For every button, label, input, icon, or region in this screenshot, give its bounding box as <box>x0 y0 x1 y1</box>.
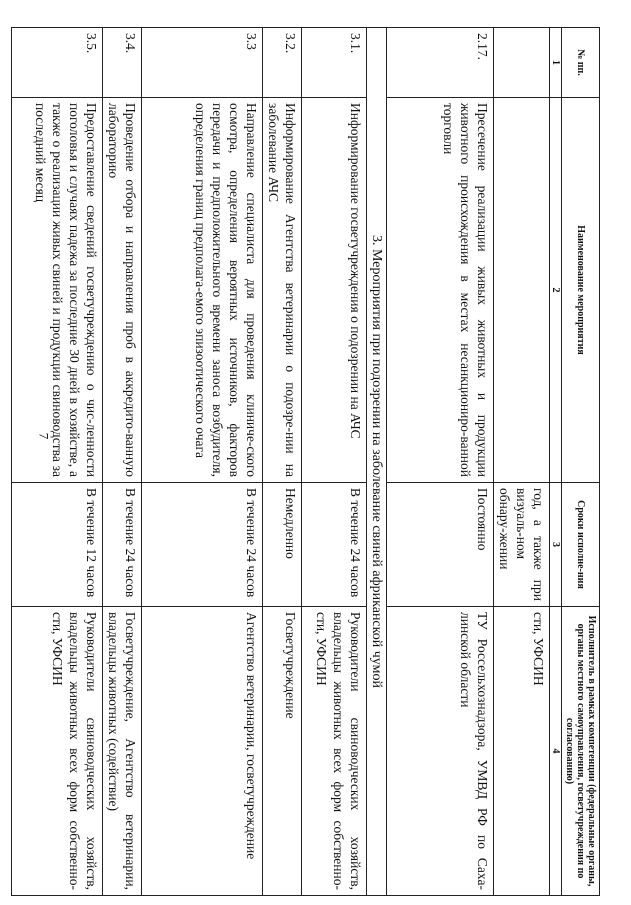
table-row <box>103 28 142 896</box>
table-row <box>302 28 367 896</box>
deadline: В течение 24 часов <box>103 483 142 607</box>
executor: Госветучреждение, Агентство ветеринарии, владельцы животных (содействие) <box>103 607 142 896</box>
table-row <box>142 28 263 896</box>
deadline: В течение 24 часов <box>302 483 367 607</box>
row-number: 2.17. <box>387 28 494 98</box>
table-row <box>263 28 302 896</box>
table-row <box>12 28 103 896</box>
row-number: 3.3 <box>142 28 263 98</box>
column-number: 3 <box>550 483 562 607</box>
row-number: 3.4. <box>103 28 142 98</box>
executor: Руководители свиноводческих хозяйств, владельцы животных всех форм собственно-сти, УФСИН <box>12 607 103 896</box>
executor: Руководители свиноводческих хозяйств, владельцы животных всех форм собственно-сти, УФСИН <box>302 607 367 896</box>
executor: ТУ Россельхознадзора, УМВД РФ по Саха-линской области <box>387 607 494 896</box>
row-number: 3.1. <box>302 28 367 98</box>
deadline: В течение 12 часов <box>12 483 103 607</box>
deadline: год, а также при визуаль-ном обнару-жении <box>494 483 550 607</box>
header-measure-name: Наименование мероприятия <box>562 98 600 483</box>
deadline: Немедленно <box>263 483 302 607</box>
measure-name: Пресечение реализации живых животных и продукции животного происхождения в местах несанкциониро-ванной торговли <box>387 98 494 483</box>
column-number-row <box>550 28 562 896</box>
continuation-row <box>494 28 550 896</box>
column-number: 1 <box>550 28 562 98</box>
row-number: 3.5. <box>12 28 103 98</box>
measure-name: Предоставление сведений госветучреждению о чис-ленности поголовья и случаях падежа за последние 30 дней в хозяйстве, а также о реализации живых свиней и продукции свиноводства за последний месяц <box>12 98 103 483</box>
header-executor: Исполнитель в рамках компетенции (федеральные органы, органы местного самоуправления, госветучреждения по согласованию) <box>562 607 600 896</box>
column-number: 4 <box>550 607 562 896</box>
page-number: 7 <box>36 432 52 440</box>
executor: Агентство ветеринарии, госветучреждение <box>142 607 263 896</box>
measure-name: Информирование госветучреждения о подозрении на АЧС <box>302 98 367 483</box>
measures-table <box>11 27 600 896</box>
measure-name: Информирование Агентства ветеринарии о подозре-нии на заболевание АЧС <box>263 98 302 483</box>
section-title: 3. Мероприятия при подозрении на заболевание свиней африканской чумой <box>367 28 387 896</box>
measure-name <box>494 98 550 483</box>
measure-name: Проведение отбора и направления проб в аккредито-ванную лабораторию <box>103 98 142 483</box>
column-number: 2 <box>550 98 562 483</box>
deadline: Постоянно <box>387 483 494 607</box>
executor: Госветучреждение <box>263 607 302 896</box>
table-header-row <box>562 28 600 896</box>
header-number: № пп. <box>562 28 600 98</box>
row-number <box>494 28 550 98</box>
rotated-page-content <box>15 27 600 895</box>
section-heading-row <box>367 28 387 896</box>
measure-name: Направление специалиста для проведения клиниче-ского осмотра, определения вероятных источников, факторов передачи и предположительного времени заноса возбудителя, определения границ предполага-емого эпизоотического очага <box>142 98 263 483</box>
row-number: 3.2. <box>263 28 302 98</box>
deadline: В течение 24 часов <box>142 483 263 607</box>
table-row <box>387 28 494 896</box>
header-deadline: Сроки исполне-ния <box>562 483 600 607</box>
executor: сти, УФСИН <box>494 607 550 896</box>
